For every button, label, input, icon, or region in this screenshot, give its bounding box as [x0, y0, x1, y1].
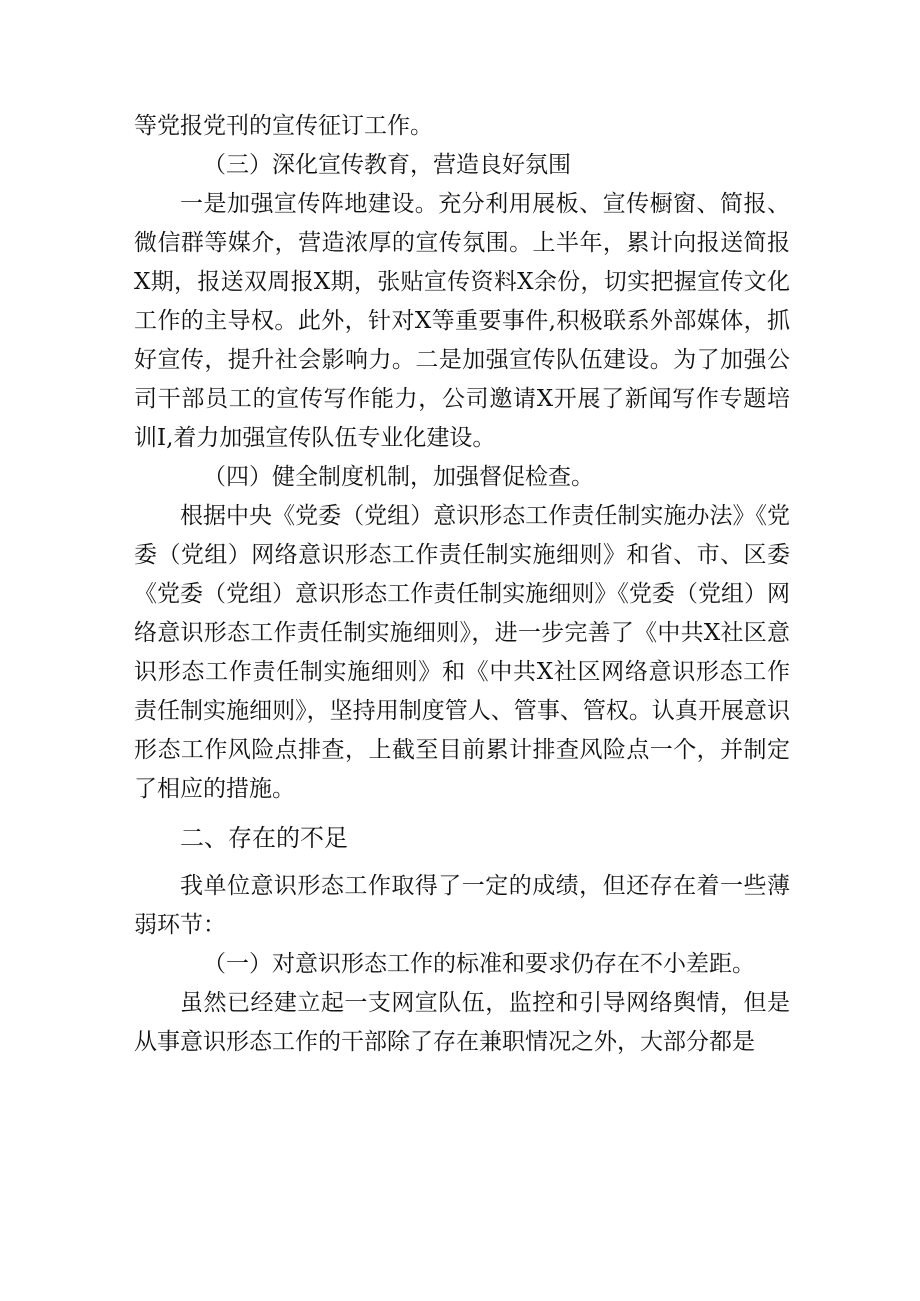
paragraph-system: 根据中央《党委（党组）意识形态工作责任制实施办法》《党委（党组）网络意识形态工作责任制实施细则》和省、市、区委《党委（党组）意识形态工作责任制实施细则》《党委（党组）网络意识形态工作责任制实施细则》，进一步完善了《中共X社区意识形态工作责任制实施细则》和《中共X社区网络意识形态工作责任制实施细则》，坚持用制度管人、管事、管权。认真开展意识形态工作风险点排查，上截至目前累计排查风险点一个，并制定了相应的措施。 — [134, 503, 790, 802]
subheading-three: （三）深化宣传教育，营造良好氛围 — [203, 152, 571, 178]
document-body — [134, 107, 790, 1062]
paragraph-propaganda: 一是加强宣传阵地建设。充分利用展板、宣传橱窗、简报、微信群等媒介，营造浓厚的宣传氛围。上半年，累计向报送简报X期，报送双周报X期，张贴宣传资料X余份，切实把握宣传文化工作的主导权。此外，针对X等重要事件,积极联系外部媒体，抓好宣传，提升社会影响力。二是加强宣传队伍建设。为了加强公司干部员工的宣传写作能力，公司邀请X开展了新闻写作专题培训I,着力加强宣传队伍专业化建设。 — [134, 191, 790, 451]
paragraph-shortcomings-intro: 我单位意识形态工作取得了一定的成绩，但还存在着一些薄弱环节： — [134, 873, 790, 938]
section-heading-shortcomings: 二、存在的不足 — [180, 824, 348, 852]
subheading-four: （四）健全制度机制，加强督促检查。 — [203, 464, 594, 490]
paragraph-team: 虽然已经建立起一支网宣队伍，监控和引导网络舆情，但是从事意识形态工作的干部除了存在兼职情况之外，大部分都是 — [134, 990, 790, 1055]
subheading-one: （一）对意识形态工作的标准和要求仍存在不小差距。 — [203, 951, 755, 977]
paragraph-continued: 等党报党刊的宣传征订工作。 — [134, 113, 433, 139]
